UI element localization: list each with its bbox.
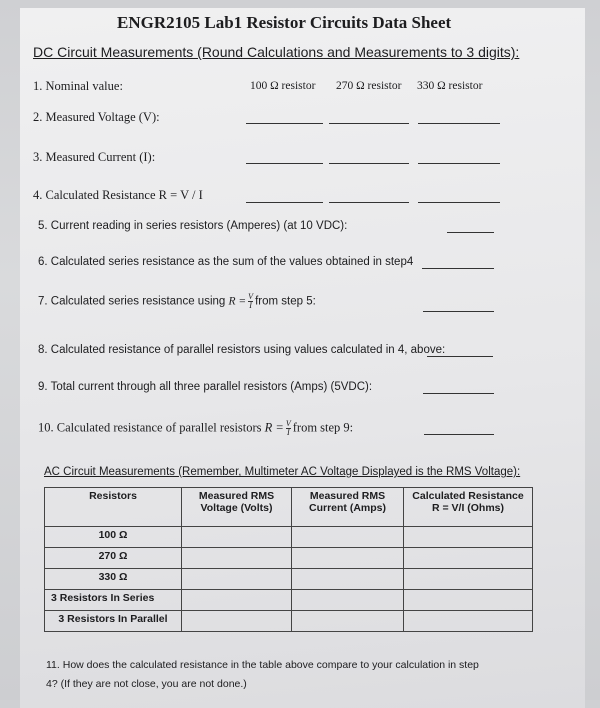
q3-answer-330[interactable] [418, 163, 500, 164]
q1-col2: 270 Ω resistor [336, 80, 402, 92]
q7-formula: R = [228, 295, 247, 308]
q7-suffix: from step 5: [255, 295, 316, 308]
row-parallel-resistance-cell[interactable] [404, 611, 533, 632]
row-100-voltage-cell[interactable] [182, 527, 292, 548]
table-row [45, 548, 533, 569]
row-100-resistance-cell[interactable] [404, 527, 533, 548]
q2-label: 2. Measured Voltage (V): [33, 110, 160, 124]
q3-answer-270[interactable] [329, 163, 409, 164]
q11-line1: 11. How does the calculated resistance in the table above compare to your calculation in step [46, 659, 479, 671]
q10-label [38, 420, 353, 437]
header-current: Measured RMS Current (Amps) [292, 488, 404, 527]
row-270-label: 270 Ω [45, 548, 182, 569]
table-row [45, 569, 533, 590]
q1-col1: 100 Ω resistor [250, 80, 316, 92]
q10-prefix: 10. Calculated resistance of parallel resistors [38, 420, 265, 435]
q10-formula: R = [264, 420, 284, 435]
table-row [45, 527, 533, 548]
q7-prefix: 7. Calculated series resistance using [38, 295, 229, 308]
table-header-row [45, 488, 533, 527]
ac-section-heading: AC Circuit Measurements (Remember, Multimeter AC Voltage Displayed is the RMS Voltage): [44, 466, 521, 478]
q5-answer[interactable] [447, 232, 494, 233]
q8-label: 8. Calculated resistance of parallel resistors using values calculated in 4, above: [38, 344, 446, 356]
header-resistance: Calculated Resistance R = V/I (Ohms) [404, 488, 533, 527]
q4-answer-330[interactable] [418, 202, 500, 203]
row-parallel-label: 3 Resistors In Parallel [45, 611, 182, 632]
q4-label: 4. Calculated Resistance R = V / I [33, 188, 203, 202]
q7-label [38, 293, 316, 310]
q6-label: 6. Calculated series resistance as the sum of the values obtained in step4 [38, 256, 414, 268]
q11-line2: 4? (If they are not close, you are not done.) [46, 678, 247, 690]
q4-answer-100[interactable] [246, 202, 323, 203]
q4-answer-270[interactable] [329, 202, 409, 203]
ac-measurements-table [44, 487, 533, 632]
row-270-resistance-cell[interactable] [404, 548, 533, 569]
row-100-label: 100 Ω [45, 527, 182, 548]
table-row [45, 590, 533, 611]
row-330-resistance-cell[interactable] [404, 569, 533, 590]
q2-answer-330[interactable] [418, 123, 500, 124]
row-series-voltage-cell[interactable] [182, 590, 292, 611]
page-title: ENGR2105 Lab1 Resistor Circuits Data Sheet [117, 13, 452, 32]
row-270-current-cell[interactable] [292, 548, 404, 569]
q3-answer-100[interactable] [246, 163, 323, 164]
q2-answer-100[interactable] [246, 123, 323, 124]
q9-label: 9. Total current through all three parallel resistors (Amps) (5VDC): [38, 381, 373, 393]
q10-answer[interactable] [424, 434, 494, 435]
q10-frac-num: V [285, 419, 291, 428]
row-330-label: 330 Ω [45, 569, 182, 590]
q2-answer-270[interactable] [329, 123, 409, 124]
row-270-voltage-cell[interactable] [182, 548, 292, 569]
q8-answer[interactable] [427, 356, 493, 357]
q9-answer[interactable] [423, 393, 494, 394]
q5-label: 5. Current reading in series resistors (Amperes) (at 10 VDC): [38, 220, 348, 232]
row-series-label: 3 Resistors In Series [45, 590, 182, 611]
q10-suffix: from step 9: [292, 420, 354, 435]
header-voltage: Measured RMS Voltage (Volts) [182, 488, 292, 527]
q1-col3: 330 Ω resistor [417, 80, 483, 92]
dc-section-heading: DC Circuit Measurements (Round Calculations and Measurements to 3 digits): [33, 44, 520, 60]
table-row [45, 611, 533, 632]
header-resistors: Resistors [45, 488, 182, 527]
row-100-current-cell[interactable] [292, 527, 404, 548]
q7-answer[interactable] [423, 311, 494, 312]
q10-frac-den: I [286, 428, 290, 437]
q7-frac-num: V [248, 292, 254, 301]
q3-label: 3. Measured Current (I): [33, 150, 156, 164]
row-330-voltage-cell[interactable] [182, 569, 292, 590]
row-parallel-voltage-cell[interactable] [182, 611, 292, 632]
row-series-current-cell[interactable] [292, 590, 404, 611]
q6-answer[interactable] [422, 268, 494, 269]
row-330-current-cell[interactable] [292, 569, 404, 590]
q7-frac-den: I [249, 301, 252, 310]
row-series-resistance-cell[interactable] [404, 590, 533, 611]
row-parallel-current-cell[interactable] [292, 611, 404, 632]
q1-label: 1. Nominal value: [33, 79, 123, 93]
